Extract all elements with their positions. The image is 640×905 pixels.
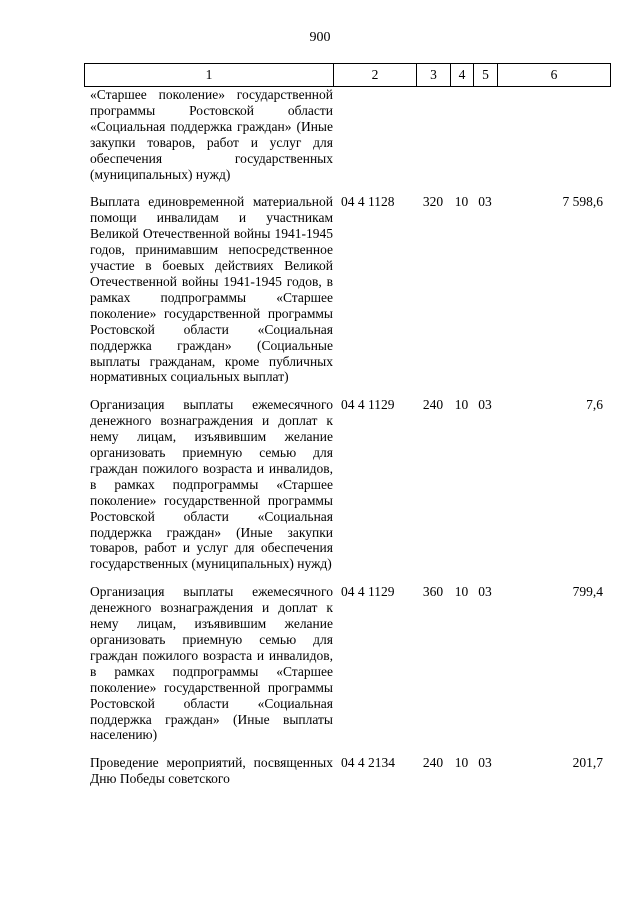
row-code bbox=[333, 87, 416, 182]
row-rz: 10 bbox=[454, 584, 469, 600]
row-pr: 03 bbox=[478, 755, 492, 771]
row-description: Организация выплаты ежемесячного денежного вознаграждения и доплат к нему лицам, изъявившим желание организовать приемную семью для граждан пожилого возраста и инвалидов, в рамках подпрограммы «Старшее поколение» государственной программы Ростовской области «Социальная поддержка граждан» (Иные выплаты населению) bbox=[90, 584, 333, 743]
row-code: 04 4 1129 bbox=[341, 584, 395, 600]
table-row bbox=[84, 584, 611, 743]
row-pr: 03 bbox=[478, 584, 492, 600]
row-pr: 03 bbox=[478, 397, 492, 413]
row-code: 04 4 1129 bbox=[341, 397, 395, 413]
header-col-2: 2 bbox=[333, 64, 416, 86]
row-sum bbox=[497, 87, 611, 182]
header-col-1: 1 bbox=[84, 64, 333, 86]
row-description: Проведение мероприятий, посвященных Дню Победы советского bbox=[90, 755, 333, 787]
row-code: 04 4 1128 bbox=[341, 194, 395, 210]
table-header bbox=[84, 63, 611, 87]
header-col-6: 6 bbox=[497, 64, 611, 86]
row-sum: 201,7 bbox=[572, 755, 603, 771]
table-row bbox=[84, 755, 611, 787]
row-vr: 240 bbox=[422, 397, 444, 413]
header-col-3: 3 bbox=[416, 64, 450, 86]
row-vr: 360 bbox=[422, 584, 444, 600]
row-description: Выплата единовременной материальной помощи инвалидам и участникам Великой Отечественной войны 1941-1945 годов, принимавшим непосредственное участие в боевых действиях Великой Отечественной войны 1941-1945 годов, в рамках подпрограммы «Старшее поколение» государственной программы Ростовской области «Социальная поддержка граждан» (Социальные выплаты гражданам, кроме публичных нормативных социальных выплат) bbox=[90, 194, 333, 385]
row-description: «Старшее поколение» государственной программы Ростовской области «Социальная поддержка граждан» (Иные закупки товаров, работ и услуг для обеспечения государственных (муниципальных) нужд) bbox=[90, 87, 333, 182]
row-rz: 10 bbox=[454, 755, 469, 771]
row-pr bbox=[473, 87, 497, 182]
table-row bbox=[84, 87, 611, 182]
page-number: 900 bbox=[309, 30, 331, 45]
row-vr: 240 bbox=[422, 755, 444, 771]
row-vr bbox=[416, 87, 450, 182]
header-col-4: 4 bbox=[450, 64, 473, 86]
table-row bbox=[84, 194, 611, 385]
row-sum: 7 598,6 bbox=[562, 194, 603, 210]
row-rz: 10 bbox=[454, 397, 469, 413]
row-rz: 10 bbox=[454, 194, 469, 210]
table-row bbox=[84, 397, 611, 572]
row-sum: 7,6 bbox=[586, 397, 603, 413]
row-rz bbox=[450, 87, 473, 182]
row-vr: 320 bbox=[422, 194, 444, 210]
header-col-5: 5 bbox=[473, 64, 497, 86]
row-sum: 799,4 bbox=[572, 584, 603, 600]
row-code: 04 4 2134 bbox=[341, 755, 395, 771]
row-pr: 03 bbox=[478, 194, 492, 210]
table-body bbox=[84, 87, 611, 787]
row-description: Организация выплаты ежемесячного денежного вознаграждения и доплат к нему лицам, изъявившим желание организовать приемную семью для граждан пожилого возраста и инвалидов, в рамках подпрограммы «Старшее поколение» государственной программы Ростовской области «Социальная поддержка граждан» (Иные закупки товаров, работ и услуг для обеспечения государственных (муниципальных) нужд) bbox=[90, 397, 333, 572]
